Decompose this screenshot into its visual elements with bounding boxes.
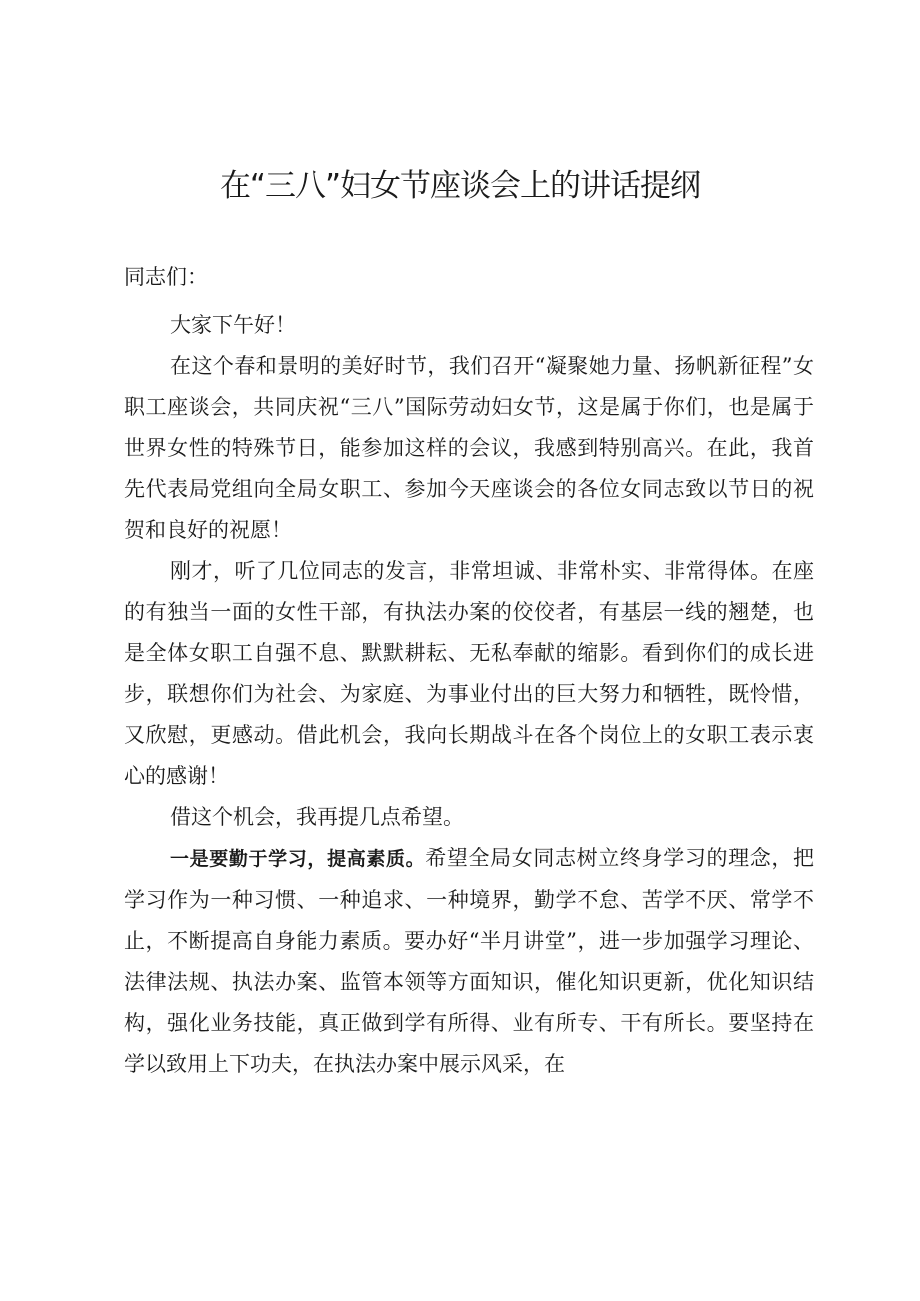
point-one-lead: 一是要勤于学习，提高素质。 [170,848,426,870]
paragraph-hopes-intro: 借这个机会，我再提几点希望。 [170,805,464,829]
salutation: 同志们： [124,265,208,289]
point-one-text: 希望全局女同志树立终身学习的理念，把学习作为一种习惯、一种追求、一种境界，勤学不怠、苦学不厌、常学不止，不断提高自身能力素质。要办好“半月讲堂”，进一步加强学习理论、法律法规、执法办案、监管本领等方面知识，催化知识更新，优化知识结构，强化业务技能，真正做到学有所得、业有所专、干有所长。要坚持在学以致用上下功夫，在执法办案中展示风采，在 [124,846,814,1076]
document-body [124,257,814,1085]
greeting: 大家下午好！ [170,313,296,337]
paragraph-point-one [124,838,814,1085]
paragraph-thanks: 刚才，听了几位同志的发言，非常坦诚、非常朴实、非常得体。在座的有独当一面的女性干部，有执法办案的佼佼者，有基层一线的翘楚，也是全体女职工自强不息、默默耕耘、无私奉献的缩影。看到你们的成长进步，联想你们为社会、为家庭、为事业付出的巨大努力和牺牲，既怜惜，又欣慰，更感动。借此机会，我向长期战斗在各个岗位上的女职工表示衷心的感谢！ [124,559,814,788]
paragraph-opening: 在这个春和景明的美好时节，我们召开“凝聚她力量、扬帆新征程”女职工座谈会，共同庆祝“三八”国际劳动妇女节，这是属于你们，也是属于世界女性的特殊节日，能参加这样的会议，我感到特别高兴。在此，我首先代表局党组向全局女职工、参加今天座谈会的各位女同志致以节日的祝贺和良好的祝愿！ [124,354,814,542]
document-title: 在“三八”妇女节座谈会上的讲话提纲 [219,168,701,204]
